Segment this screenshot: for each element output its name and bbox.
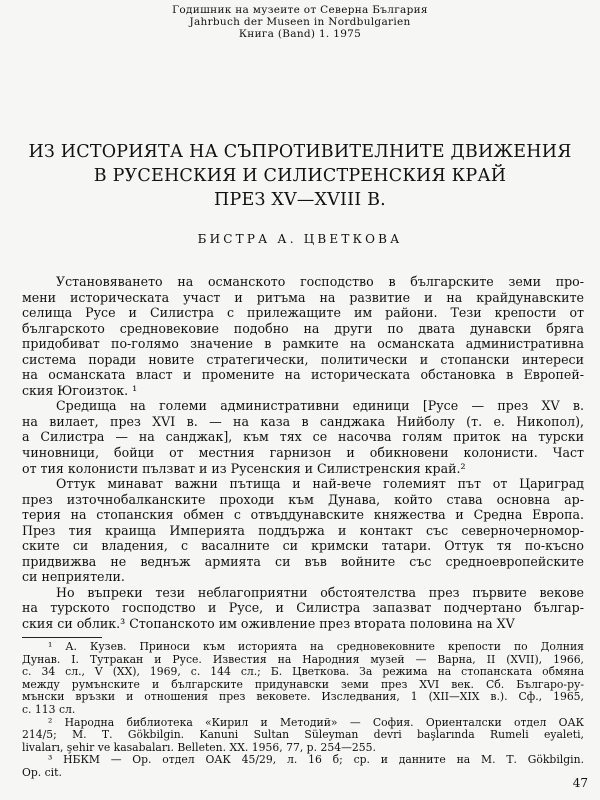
journal-header-german: Jahrbuch der Museen in Nordbulgarien — [189, 16, 411, 28]
paragraph-line: си неприятели. — [22, 569, 125, 585]
paragraph — [22, 274, 584, 398]
article-title — [0, 140, 600, 212]
paragraph — [22, 476, 584, 585]
article-title-line: В РУСЕНСКИЯ И СИЛИСТРЕНСКИЯ КРАЙ — [93, 166, 507, 186]
article-body — [22, 274, 584, 632]
footnote — [22, 641, 584, 717]
paragraph-line: Оттук минават важни пътища и най-вече големият път от Цариград — [56, 476, 584, 492]
paragraph-line: През тия краища Империята поддържа и контакт със северночерномор- — [22, 522, 584, 538]
footnote-divider — [22, 637, 102, 638]
paragraph-line: терия на стопанския обмен с отвъддунавските княжества и Средна Европа. — [22, 507, 584, 523]
paragraph-line: Средища на големи административни единици [Русе — през XV в. — [56, 398, 584, 414]
paragraph-line: на турското господство и Русе, и Силистра запазват подчертано българ- — [22, 600, 584, 616]
paragraph-line: придвижва не веднъж армията си във войните със средноевропейските — [22, 553, 584, 569]
footnote — [22, 717, 584, 755]
footnote — [22, 754, 584, 779]
footnote-line: ¹ А. Кузев. Приноси към историята на средновековните крепости по Долния — [48, 641, 584, 653]
paragraph-line: от тия колонисти пълзват и из Русенския и Силистренския край.² — [22, 460, 466, 476]
paragraph-line: мени историческата участ и ритъма на развитие и на крайдунавските — [22, 289, 584, 305]
footnote-line: livaları, şehir ve kasabaları. Belleten. XX. 1956, 77, p. 254—255. — [22, 741, 376, 754]
footnote-line: ² Народна библиотека «Кирил и Методий» — София. Ориенталски отдел ОАК — [48, 716, 584, 729]
paragraph-line: ските си владения, с васалните си кримски татари. Оттук тя по-късно — [22, 538, 584, 554]
paragraph-line: на османската власт и промените на историческата обстановка в Европей- — [22, 367, 584, 383]
paragraph-line: чиновници, бойци от местния гарнизон и обикновени колонисти. Част — [22, 445, 584, 461]
article-title-line: ИЗ ИСТОРИЯТА НА СЪПРОТИВИТЕЛНИТЕ ДВИЖЕНИЯ — [28, 142, 572, 162]
journal-volume: Книга (Band) 1. 1975 — [238, 28, 362, 40]
footnote-line: мънски връзки и отношения през вековете. Изследвания, 1 (XII—XIX в.). Сф., 1965, — [22, 691, 584, 704]
paragraph-line: система поради новите стратегически, политически и стопански интереси — [22, 351, 584, 367]
page-number: 47 — [572, 776, 588, 790]
paragraph-line: Установяването на османското господство в българските земи про- — [56, 274, 584, 289]
paragraph-line: на вилает, през XVI в. — на каза в санджака Нийболу (т. е. Никопол), — [22, 413, 584, 429]
paragraph — [22, 585, 584, 632]
footnotes — [22, 641, 584, 780]
journal-header — [0, 4, 600, 40]
paragraph-line: придобиват по-голямо значение в рамките на османската административна — [22, 336, 584, 352]
paragraph-line: селища Русе и Силистра с прилежащите им райони. Тези крепости от — [22, 305, 584, 321]
journal-header-bulgarian: Годишник на музеите от Северна България — [172, 4, 428, 16]
footnote-line: Дунав. I. Тутракан и Русе. Известия на Народния музей — Варна, II (XVII), 1966, — [22, 653, 584, 666]
paragraph-line: ския си облик.³ Стопанското им оживление през втората половина на XV — [22, 616, 515, 632]
footnote-line: Ор. cit. — [22, 766, 62, 779]
paragraph-line: а Силистра — на санджак], към тях се насочва голям приток на турски — [22, 429, 584, 445]
footnote-line: ³ НБКМ — Ор. отдел ОАК 45/29, л. 16 б; ср. и данните на М. Т. Gökbilgin. — [48, 754, 584, 767]
paragraph-line: през източнобалканските проходи към Дунава, който става основна ар- — [22, 491, 584, 507]
footnote-line: с. 113 сл. — [22, 703, 76, 716]
paragraph-line: Но въпреки тези неблагоприятни обстоятелства през първите векове — [56, 584, 584, 600]
paragraph-line: ския Югоизток. ¹ — [22, 382, 138, 398]
article-author: БИСТРА А. ЦВЕТКОВА — [197, 232, 403, 246]
footnote-line: 214/5; М. Т. Gökbilgin. Kanuni Sultan Süleyman devri başlarında Rumeli eyaleti, — [22, 729, 584, 742]
paragraph — [22, 398, 584, 476]
article-title-line: ПРЕЗ XV—XVIII В. — [214, 190, 386, 210]
footnote-line: между румънските и българските придунавски земи през XVI век. Сб. Българо-ру- — [22, 678, 584, 691]
footnote-line: с. 34 сл., V (XX), 1969, с. 144 сл.; Б. Цветкова. За режима на стопанската обмяна — [22, 666, 584, 679]
paragraph-line: българското средновековие подобно на други по двата дунавски бряга — [22, 320, 584, 336]
